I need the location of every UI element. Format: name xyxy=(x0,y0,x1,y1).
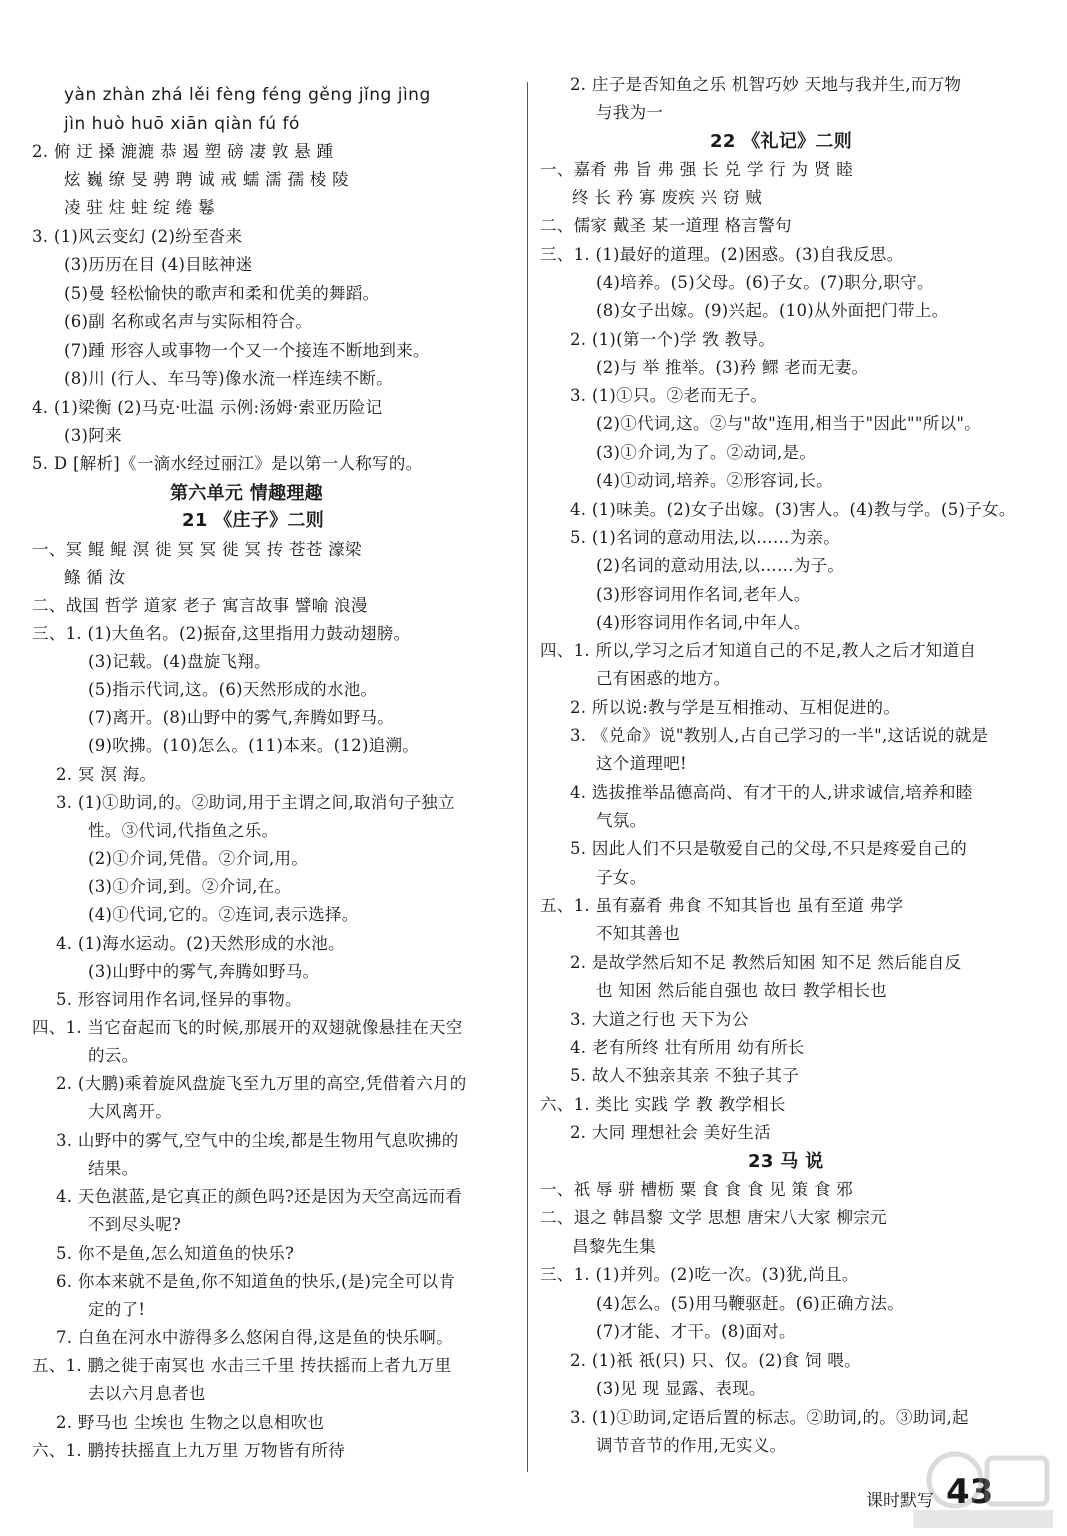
left-text-line: (8)川 (行人、车马等)像水流一样连续不断。 xyxy=(64,369,393,388)
right-text-line: 三、1. (1)最好的道理。(2)困惑。(3)自我反思。 xyxy=(540,245,904,264)
left-text-line: 定的了! xyxy=(88,1300,146,1319)
left-text-line: 7. 白鱼在河水中游得多么悠闲自得,这是鱼的快乐啊。 xyxy=(56,1328,454,1347)
right-text-line: 五、1. 虽有嘉肴 弗食 不知其旨也 虽有至道 弗学 xyxy=(540,896,904,915)
right-text-line: 3. 大道之行也 天下为公 xyxy=(570,1010,749,1029)
right-text-line: 4. (1)味美。(2)女子出嫁。(3)害人。(4)教与学。(5)子女。 xyxy=(570,500,1016,519)
right-text-line: 3. (1)①只。②老而无子。 xyxy=(570,386,768,405)
left-text-line: 三、1. (1)大鱼名。(2)振奋,这里指用力鼓动翅膀。 xyxy=(32,624,411,643)
left-text-line: (3)历历在目 (4)目眩神迷 xyxy=(64,255,253,274)
left-text-line: (5)指示代词,这。(6)天然形成的水池。 xyxy=(88,680,378,699)
right-text-line: 4. 选拔推举品德高尚、有才干的人,讲求诚信,培养和睦 xyxy=(570,783,973,802)
left-text-line: 5. D [解析]《一滴水经过丽江》是以第一人称写的。 xyxy=(32,454,423,473)
left-text-line: (7)踵 形容人或事物一个又一个接连不断地到来。 xyxy=(64,341,430,360)
right-text-line: 这个道理吧! xyxy=(596,754,687,773)
right-text-line: 2. 所以说:教与学是互相推动、互相促进的。 xyxy=(570,698,901,717)
left-text-line: (9)吹拂。(10)怎么。(11)本来。(12)追溯。 xyxy=(88,736,420,755)
right-text-line: 2. 庄子是否知鱼之乐 机智巧妙 天地与我并生,而万物 xyxy=(570,75,962,94)
right-text-line: 子女。 xyxy=(596,868,647,887)
right-text-line: 4. 老有所终 壮有所用 幼有所长 xyxy=(570,1038,805,1057)
left-text-line: 5. 你不是鱼,怎么知道鱼的快乐? xyxy=(56,1244,295,1263)
left-text-line: 4. (1)海水运动。(2)天然形成的水池。 xyxy=(56,934,345,953)
left-text-line: 2. 冥 溟 海。 xyxy=(56,765,157,784)
right-text-line: 23 马 说 xyxy=(748,1151,824,1172)
right-text-line: (2)①代词,这。②与"故"连用,相当于"因此""所以"。 xyxy=(596,414,982,433)
left-text-line: (3)阿来 xyxy=(64,426,122,445)
right-text-line: 一、祇 辱 骈 槽枥 粟 食 食 食 见 策 食 邪 xyxy=(540,1180,853,1199)
right-text-line: 终 长 矜 寡 废疾 兴 窃 贼 xyxy=(572,188,763,207)
page-number: 43 xyxy=(946,1472,994,1512)
left-text-line: 不到尽头呢? xyxy=(88,1215,182,1234)
left-text-line: 结果。 xyxy=(88,1159,139,1178)
column-divider xyxy=(527,82,528,1472)
left-text-line: 一、冥 鲲 鲲 溟 徙 冥 冥 徙 冥 抟 苍苍 濠梁 xyxy=(32,540,362,559)
left-text-line: (3)①介词,到。②介词,在。 xyxy=(88,877,292,896)
watermark-logo-icon xyxy=(895,1440,1065,1536)
right-text-line: 气氛。 xyxy=(596,811,647,830)
left-text-line: 第六单元 情趣理趣 xyxy=(170,483,323,504)
right-text-line: 3. (1)①助词,定语后置的标志。②助词,的。③助词,起 xyxy=(570,1408,969,1427)
right-text-line: 2. (1)祇 祇(只) 只、仅。(2)食 饲 喂。 xyxy=(570,1351,861,1370)
right-text-line: 调节音节的作用,无实义。 xyxy=(596,1436,787,1455)
left-text-line: 鲦 循 汝 xyxy=(64,568,126,587)
right-text-line: 昌黎先生集 xyxy=(572,1237,656,1256)
left-text-line: (7)离开。(8)山野中的雾气,奔腾如野马。 xyxy=(88,708,395,727)
left-text-line: jìn huò huō xiān qiàn fú fó xyxy=(64,114,300,134)
left-text-line: 3. (1)风云变幻 (2)纷至沓来 xyxy=(32,227,243,246)
left-text-line: 2. 野马也 尘埃也 生物之以息相吹也 xyxy=(56,1413,325,1432)
right-text-line: (4)培养。(5)父母。(6)子女。(7)职分,职守。 xyxy=(596,273,934,292)
right-text-line: 3. 《兑命》说"教别人,占自己学习的一半",这话说的就是 xyxy=(570,726,989,745)
left-text-line: yàn zhàn zhá lěi fèng féng gěng jǐng jìng xyxy=(64,85,431,105)
right-text-line: 也 知困 然后能自强也 故曰 教学相长也 xyxy=(596,981,887,1000)
right-text-line: 六、1. 类比 实践 学 教 教学相长 xyxy=(540,1095,786,1114)
left-text-line: (4)①代词,它的。②连词,表示选择。 xyxy=(88,905,359,924)
right-text-line: 2. (1)(第一个)学 敩 教导。 xyxy=(570,330,776,349)
left-text-line: 4. 天色湛蓝,是它真正的颜色吗?还是因为天空高远而看 xyxy=(56,1187,463,1206)
left-text-line: (2)①介词,凭借。②介词,用。 xyxy=(88,849,309,868)
right-text-line: 三、1. (1)并列。(2)吃一次。(3)犹,尚且。 xyxy=(540,1265,859,1284)
right-text-line: (4)形容词用作名词,中年人。 xyxy=(596,613,811,632)
left-text-line: 大风离开。 xyxy=(88,1102,172,1121)
right-text-line: 2. 是故学然后知不足 教然后知困 知不足 然后能自反 xyxy=(570,953,962,972)
right-text-line: (7)才能、才干。(8)面对。 xyxy=(596,1322,796,1341)
left-text-line: (5)曼 轻松愉快的歌声和柔和优美的舞蹈。 xyxy=(64,284,380,303)
left-text-line: 的云。 xyxy=(88,1046,139,1065)
right-text-line: (2)名词的意动用法,以……为子。 xyxy=(596,556,845,575)
left-text-line: 炫 巍 缭 旻 骋 聘 诚 戒 蠕 濡 孺 棱 陵 xyxy=(64,170,349,189)
left-text-line: 6. 你本来就不是鱼,你不知道鱼的快乐,(是)完全可以肯 xyxy=(56,1272,456,1291)
right-text-line: 四、1. 所以,学习之后才知道自己的不足,教人之后才知道自 xyxy=(540,641,977,660)
right-text-line: (4)①动词,培养。②形容词,长。 xyxy=(596,471,833,490)
right-text-line: 不知其善也 xyxy=(596,924,680,943)
left-text-line: 4. (1)梁衡 (2)马克·吐温 示例:汤姆·索亚历险记 xyxy=(32,398,383,417)
right-text-line: 5. 故人不独亲其亲 不独子其子 xyxy=(570,1066,800,1085)
left-text-line: 5. 形容词用作名词,怪异的事物。 xyxy=(56,990,302,1009)
left-text-line: 3. (1)①助词,的。②助词,用于主谓之间,取消句子独立 xyxy=(56,793,455,812)
left-text-line: 21 《庄子》二则 xyxy=(182,510,325,531)
right-text-line: 与我为一 xyxy=(596,103,664,122)
left-text-line: 2. 俯 迂 搡 漉漉 恭 遏 塑 磅 凄 敦 悬 踵 xyxy=(32,142,334,161)
left-text-line: 去以六月息者也 xyxy=(88,1384,206,1403)
right-text-line: (3)①介词,为了。②动词,是。 xyxy=(596,443,817,462)
right-text-line: 2. 大同 理想社会 美好生活 xyxy=(570,1123,771,1142)
right-text-line: 5. 因此人们不只是敬爱自己的父母,不只是疼爱自己的 xyxy=(570,839,968,858)
right-text-line: 二、退之 韩昌黎 文学 思想 唐宋八大家 柳宗元 xyxy=(540,1208,887,1227)
right-text-line: (8)女子出嫁。(9)兴起。(10)从外面把门带上。 xyxy=(596,301,949,320)
right-text-line: (4)怎么。(5)用马鞭驱赶。(6)正确方法。 xyxy=(596,1294,905,1313)
left-text-line: 六、1. 鹏抟扶摇直上九万里 万物皆有所待 xyxy=(32,1441,346,1460)
right-text-line: (3)见 现 显露、表现。 xyxy=(596,1379,766,1398)
right-text-line: 22 《礼记》二则 xyxy=(710,131,853,152)
right-text-line: 二、儒家 戴圣 某一道理 格言警句 xyxy=(540,216,792,235)
left-text-line: (3)山野中的雾气,奔腾如野马。 xyxy=(88,962,320,981)
right-text-line: 己有困惑的地方。 xyxy=(596,669,731,688)
footer-label: 课时默写 xyxy=(866,1491,934,1511)
left-text-line: 2. (大鹏)乘着旋风盘旋飞至九万里的高空,凭借着六月的 xyxy=(56,1074,467,1093)
right-text-line: (2)与 举 推举。(3)矜 鳏 老而无妻。 xyxy=(596,358,869,377)
left-text-line: 五、1. 鹏之徙于南冥也 水击三千里 抟扶摇而上者九万里 xyxy=(32,1356,452,1375)
left-text-line: 四、1. 当它奋起而飞的时候,那展开的双翅就像悬挂在天空 xyxy=(32,1018,463,1037)
left-text-line: 二、战国 哲学 道家 老子 寓言故事 譬喻 浪漫 xyxy=(32,596,368,615)
right-text-line: 5. (1)名词的意动用法,以……为亲。 xyxy=(570,528,841,547)
left-text-line: (3)记载。(4)盘旋飞翔。 xyxy=(88,652,271,671)
left-text-line: (6)副 名称或名声与实际相符合。 xyxy=(64,312,313,331)
right-text-line: 一、嘉肴 弗 旨 弗 强 长 兑 学 行 为 贤 睦 xyxy=(540,160,853,179)
right-text-line: (3)形容词用作名词,老年人。 xyxy=(596,585,811,604)
left-text-line: 性。③代词,代指鱼之乐。 xyxy=(88,821,279,840)
left-text-line: 凌 驻 炷 蛀 绽 绻 鬈 xyxy=(64,198,215,217)
left-text-line: 3. 山野中的雾气,空气中的尘埃,都是生物用气息吹拂的 xyxy=(56,1131,459,1150)
